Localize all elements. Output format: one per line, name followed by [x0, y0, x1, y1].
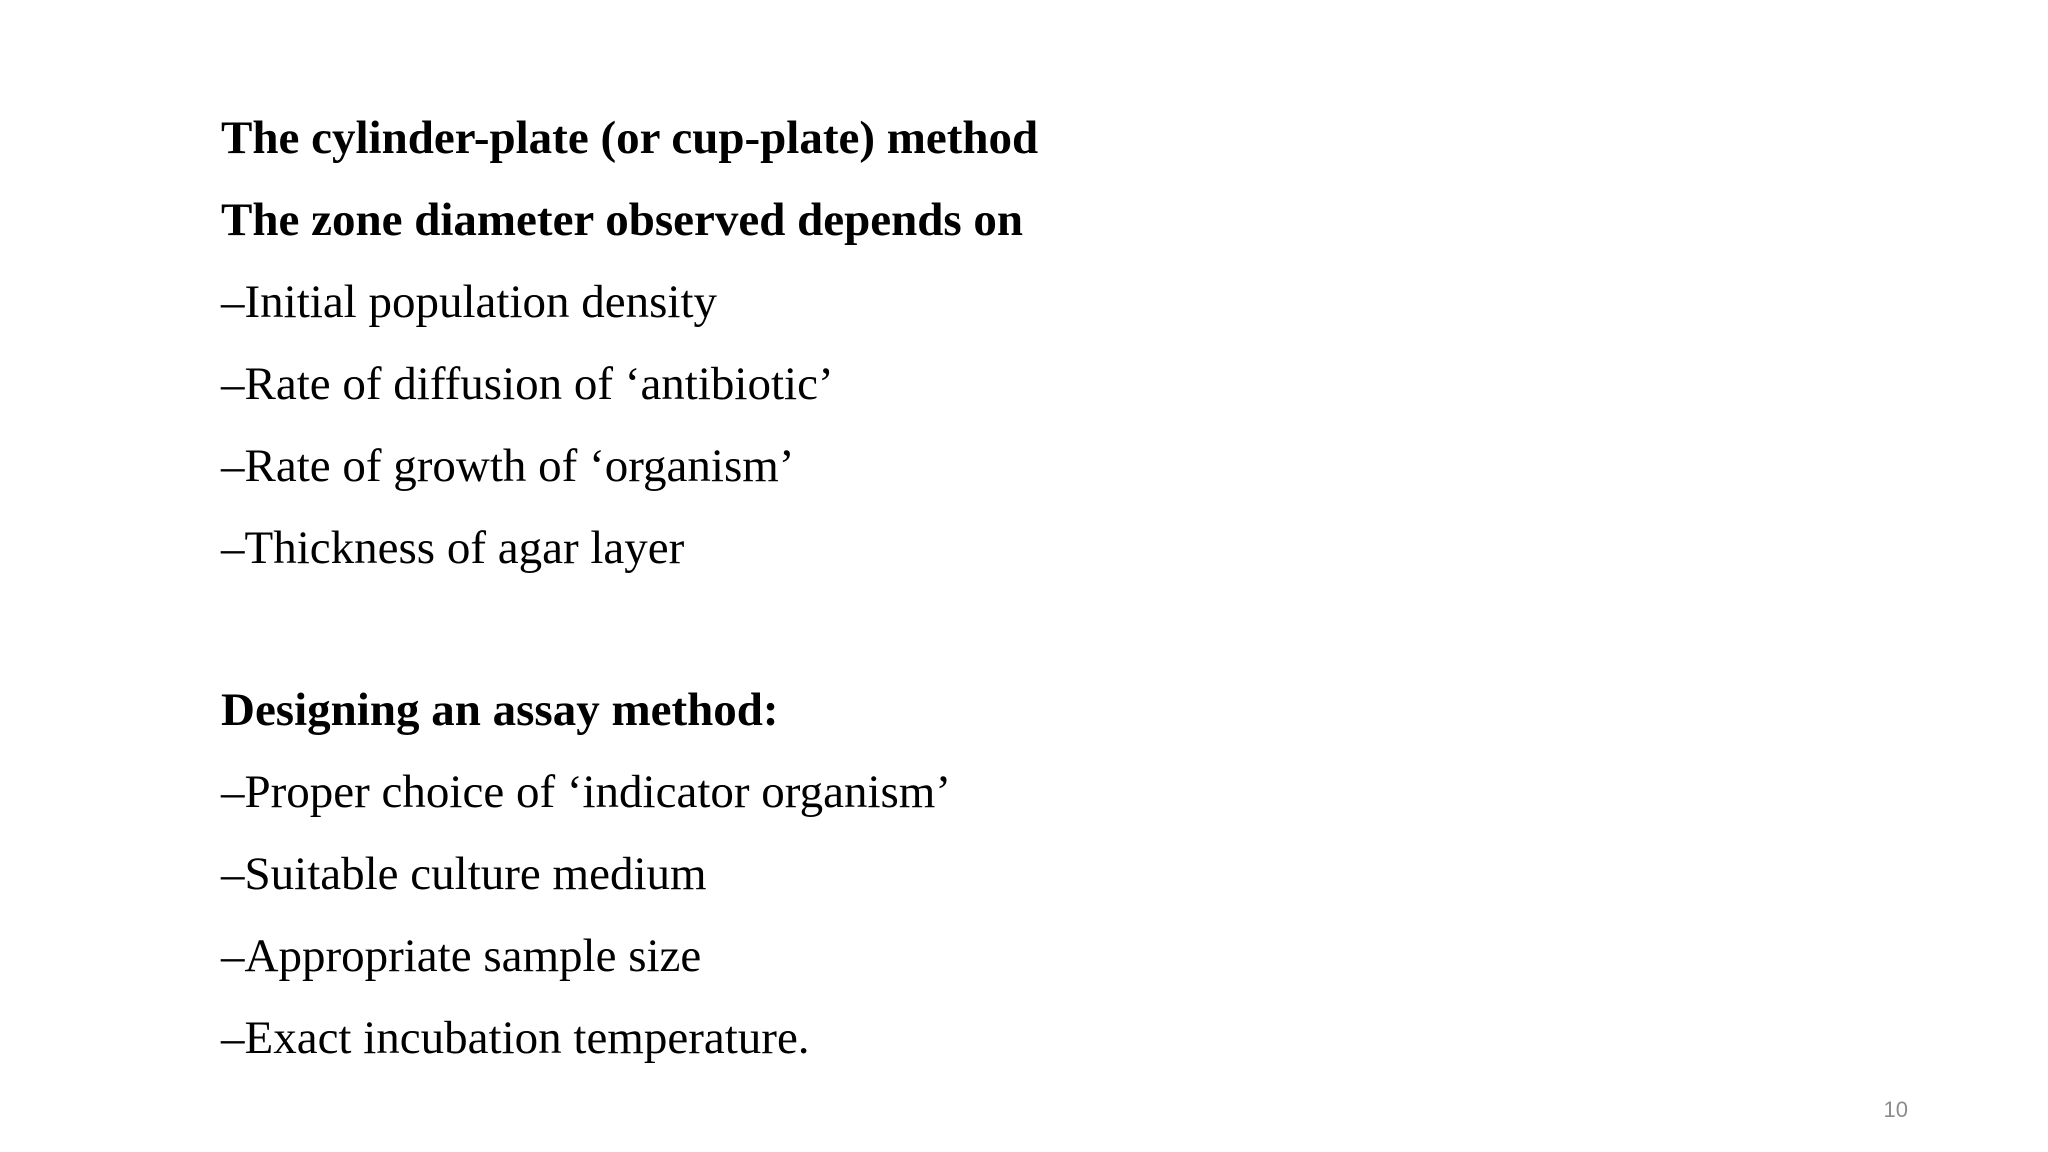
list-item: –Proper choice of ‘indicator organism’: [221, 766, 952, 818]
heading-designing-assay: Designing an assay method:: [221, 684, 779, 736]
list-item: –Appropriate sample size: [221, 930, 702, 982]
slide-body: [221, 97, 1921, 1079]
list-item: –Initial population density: [221, 276, 718, 328]
heading-cylinder-plate-method: The cylinder-plate (or cup-plate) method: [221, 112, 1039, 164]
list-item: –Rate of growth of ‘organism’: [221, 440, 795, 492]
spacer: [221, 589, 1921, 669]
list-item: –Thickness of agar layer: [221, 522, 685, 574]
list-item: –Rate of diffusion of ‘antibiotic’: [221, 358, 834, 410]
page-number: 10: [1883, 1097, 1908, 1122]
list-item: –Exact incubation temperature.: [221, 1012, 810, 1064]
heading-zone-diameter: The zone diameter observed depends on: [221, 194, 1024, 246]
list-item: –Suitable culture medium: [221, 848, 707, 900]
